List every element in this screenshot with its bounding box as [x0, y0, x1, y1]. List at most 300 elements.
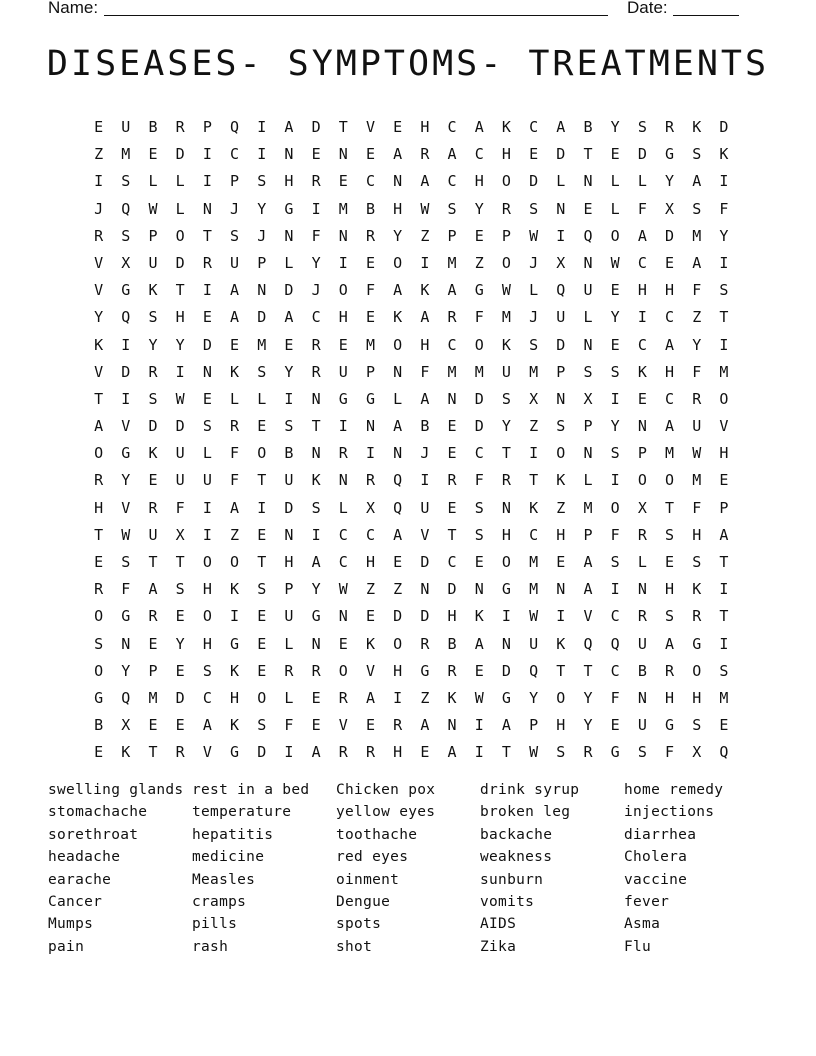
grid-letter[interactable]: R	[311, 362, 321, 381]
grid-letter[interactable]: S	[529, 199, 539, 218]
grid-letter[interactable]: Y	[474, 199, 484, 218]
grid-letter[interactable]: V	[420, 525, 430, 544]
grid-letter[interactable]: O	[393, 335, 403, 354]
grid-letter[interactable]: U	[148, 525, 158, 544]
grid-letter[interactable]: P	[501, 226, 511, 245]
grid-letter[interactable]: I	[338, 417, 348, 436]
grid-letter[interactable]: H	[393, 199, 403, 218]
grid-letter[interactable]: H	[501, 525, 511, 544]
grid-letter[interactable]: V	[94, 281, 104, 300]
grid-letter[interactable]: Y	[610, 118, 620, 136]
grid-letter[interactable]: L	[610, 199, 620, 218]
grid-letter[interactable]: N	[202, 362, 212, 381]
grid-letter[interactable]: S	[692, 199, 702, 218]
grid-letter[interactable]: R	[148, 498, 158, 517]
grid-letter[interactable]: U	[230, 253, 240, 272]
grid-letter[interactable]: A	[447, 281, 457, 300]
grid-letter[interactable]: H	[94, 498, 104, 517]
grid-letter[interactable]: W	[501, 281, 511, 300]
grid-letter[interactable]: E	[365, 607, 375, 626]
grid-letter[interactable]: T	[175, 553, 185, 571]
grid-letter[interactable]: J	[529, 308, 539, 327]
grid-letter[interactable]: P	[583, 525, 593, 544]
grid-letter[interactable]: T	[148, 743, 158, 762]
grid-letter[interactable]: R	[365, 226, 375, 245]
grid-letter[interactable]: I	[338, 253, 348, 272]
grid-letter[interactable]: S	[121, 553, 131, 571]
grid-letter[interactable]: E	[148, 145, 158, 164]
grid-letter[interactable]: F	[610, 688, 620, 707]
grid-letter[interactable]: Y	[719, 226, 729, 245]
grid-letter[interactable]: Y	[284, 362, 294, 381]
grid-letter[interactable]: K	[230, 661, 240, 680]
grid-letter[interactable]: D	[284, 498, 294, 517]
grid-letter[interactable]: X	[121, 716, 131, 735]
grid-letter[interactable]: U	[637, 716, 647, 735]
grid-letter[interactable]: R	[338, 444, 348, 463]
grid-letter[interactable]: S	[637, 743, 647, 762]
grid-letter[interactable]: L	[637, 553, 647, 571]
grid-letter[interactable]: T	[719, 607, 729, 626]
grid-letter[interactable]: P	[148, 661, 158, 680]
grid-letter[interactable]: D	[311, 118, 321, 136]
grid-letter[interactable]: Y	[610, 308, 620, 327]
grid-letter[interactable]: E	[474, 553, 484, 571]
grid-letter[interactable]: S	[556, 743, 566, 762]
grid-letter[interactable]: D	[284, 281, 294, 300]
grid-letter[interactable]: X	[692, 743, 702, 762]
grid-letter[interactable]: A	[637, 226, 647, 245]
grid-letter[interactable]: H	[665, 688, 675, 707]
grid-letter[interactable]: D	[665, 226, 675, 245]
grid-letter[interactable]: O	[692, 661, 702, 680]
grid-letter[interactable]: C	[665, 389, 675, 408]
grid-letter[interactable]: R	[94, 580, 104, 599]
grid-letter[interactable]: D	[474, 389, 484, 408]
grid-letter[interactable]: R	[365, 471, 375, 490]
grid-letter[interactable]: I	[121, 335, 131, 354]
grid-letter[interactable]: D	[257, 308, 267, 327]
grid-letter[interactable]: S	[583, 362, 593, 381]
grid-letter[interactable]: I	[311, 199, 321, 218]
grid-letter[interactable]: A	[420, 172, 430, 191]
grid-letter[interactable]: A	[474, 634, 484, 653]
grid-letter[interactable]: M	[529, 580, 539, 599]
grid-letter[interactable]: I	[474, 716, 484, 735]
grid-letter[interactable]: H	[420, 335, 430, 354]
grid-letter[interactable]: I	[610, 471, 620, 490]
grid-letter[interactable]: N	[583, 335, 593, 354]
grid-letter[interactable]: M	[719, 362, 729, 381]
grid-letter[interactable]: F	[610, 525, 620, 544]
grid-letter[interactable]: H	[665, 281, 675, 300]
grid-letter[interactable]: Q	[393, 498, 403, 517]
grid-letter[interactable]: H	[393, 661, 403, 680]
grid-letter[interactable]: E	[474, 661, 484, 680]
grid-letter[interactable]: S	[121, 226, 131, 245]
grid-letter[interactable]: J	[529, 253, 539, 272]
grid-letter[interactable]: R	[230, 417, 240, 436]
grid-letter[interactable]: K	[719, 145, 729, 164]
grid-letter[interactable]: D	[257, 743, 267, 762]
grid-letter[interactable]: B	[284, 444, 294, 463]
grid-letter[interactable]: R	[501, 199, 511, 218]
grid-letter[interactable]: F	[692, 281, 702, 300]
grid-letter[interactable]: E	[311, 716, 321, 735]
grid-letter[interactable]: L	[583, 308, 593, 327]
grid-letter[interactable]: V	[202, 743, 212, 762]
grid-letter[interactable]: D	[420, 553, 430, 571]
grid-letter[interactable]: A	[202, 716, 212, 735]
grid-letter[interactable]: S	[474, 525, 484, 544]
grid-letter[interactable]: N	[365, 417, 375, 436]
grid-letter[interactable]: H	[420, 118, 430, 136]
grid-letter[interactable]: A	[94, 417, 104, 436]
grid-letter[interactable]: L	[393, 389, 403, 408]
grid-letter[interactable]: D	[420, 607, 430, 626]
grid-letter[interactable]: S	[121, 172, 131, 191]
grid-letter[interactable]: K	[230, 580, 240, 599]
grid-letter[interactable]: T	[447, 525, 457, 544]
grid-letter[interactable]: C	[311, 308, 321, 327]
grid-letter[interactable]: K	[529, 498, 539, 517]
grid-letter[interactable]: C	[202, 688, 212, 707]
grid-letter[interactable]: S	[665, 525, 675, 544]
grid-letter[interactable]: E	[338, 172, 348, 191]
grid-letter[interactable]: D	[501, 661, 511, 680]
grid-letter[interactable]: E	[393, 118, 403, 136]
grid-letter[interactable]: O	[719, 389, 729, 408]
grid-letter[interactable]: O	[393, 634, 403, 653]
grid-letter[interactable]: Q	[230, 118, 240, 136]
grid-letter[interactable]: F	[365, 281, 375, 300]
grid-letter[interactable]: I	[257, 118, 267, 136]
grid-letter[interactable]: A	[665, 634, 675, 653]
grid-letter[interactable]: N	[393, 362, 403, 381]
grid-letter[interactable]: Y	[311, 253, 321, 272]
grid-letter[interactable]: E	[284, 335, 294, 354]
grid-letter[interactable]: W	[338, 580, 348, 599]
grid-letter[interactable]: O	[610, 498, 620, 517]
grid-letter[interactable]: G	[94, 688, 104, 707]
grid-letter[interactable]: E	[420, 743, 430, 762]
grid-letter[interactable]: W	[420, 199, 430, 218]
grid-letter[interactable]: T	[94, 525, 104, 544]
grid-letter[interactable]: H	[692, 525, 702, 544]
grid-letter[interactable]: A	[393, 281, 403, 300]
grid-letter[interactable]: P	[148, 226, 158, 245]
grid-letter[interactable]: E	[610, 716, 620, 735]
grid-letter[interactable]: M	[529, 553, 539, 571]
grid-letter[interactable]: I	[610, 389, 620, 408]
grid-letter[interactable]: F	[474, 308, 484, 327]
grid-letter[interactable]: Z	[556, 498, 566, 517]
grid-letter[interactable]: E	[175, 661, 185, 680]
grid-letter[interactable]: R	[665, 661, 675, 680]
grid-letter[interactable]: F	[284, 716, 294, 735]
grid-letter[interactable]: D	[202, 335, 212, 354]
grid-letter[interactable]: O	[94, 661, 104, 680]
grid-letter[interactable]: O	[610, 226, 620, 245]
grid-letter[interactable]: E	[365, 253, 375, 272]
grid-letter[interactable]: E	[202, 308, 212, 327]
grid-letter[interactable]: O	[556, 444, 566, 463]
grid-letter[interactable]: W	[175, 389, 185, 408]
grid-letter[interactable]: B	[365, 199, 375, 218]
grid-letter[interactable]: E	[94, 118, 104, 136]
grid-letter[interactable]: J	[230, 199, 240, 218]
grid-letter[interactable]: N	[284, 525, 294, 544]
grid-letter[interactable]: U	[556, 308, 566, 327]
grid-letter[interactable]: R	[637, 607, 647, 626]
grid-letter[interactable]: S	[284, 417, 294, 436]
grid-letter[interactable]: E	[257, 525, 267, 544]
grid-letter[interactable]: A	[393, 145, 403, 164]
grid-letter[interactable]: C	[447, 118, 457, 136]
grid-letter[interactable]: W	[148, 199, 158, 218]
grid-letter[interactable]: R	[311, 335, 321, 354]
grid-letter[interactable]: P	[447, 226, 457, 245]
grid-letter[interactable]: L	[637, 172, 647, 191]
grid-letter[interactable]: F	[121, 580, 131, 599]
grid-letter[interactable]: C	[610, 607, 620, 626]
grid-letter[interactable]: D	[474, 417, 484, 436]
grid-letter[interactable]: U	[583, 281, 593, 300]
grid-letter[interactable]: F	[719, 199, 729, 218]
grid-letter[interactable]: E	[447, 498, 457, 517]
grid-letter[interactable]: D	[556, 335, 566, 354]
grid-letter[interactable]: O	[338, 661, 348, 680]
grid-letter[interactable]: M	[447, 362, 457, 381]
grid-letter[interactable]: H	[284, 172, 294, 191]
grid-letter[interactable]: E	[94, 553, 104, 571]
grid-letter[interactable]: M	[692, 471, 702, 490]
grid-letter[interactable]: T	[719, 308, 729, 327]
grid-letter[interactable]: V	[365, 118, 375, 136]
grid-letter[interactable]: H	[230, 688, 240, 707]
grid-letter[interactable]: Y	[148, 335, 158, 354]
grid-letter[interactable]: N	[637, 417, 647, 436]
grid-letter[interactable]: E	[365, 145, 375, 164]
grid-letter[interactable]: A	[230, 308, 240, 327]
grid-letter[interactable]: F	[665, 743, 675, 762]
grid-letter[interactable]: W	[529, 607, 539, 626]
grid-letter[interactable]: V	[94, 362, 104, 381]
grid-letter[interactable]: W	[610, 253, 620, 272]
name-blank-line[interactable]	[104, 15, 608, 16]
grid-letter[interactable]: T	[719, 553, 729, 571]
grid-letter[interactable]: I	[556, 226, 566, 245]
grid-letter[interactable]: N	[311, 444, 321, 463]
grid-letter[interactable]: E	[637, 389, 647, 408]
grid-letter[interactable]: W	[121, 525, 131, 544]
grid-letter[interactable]: E	[175, 607, 185, 626]
grid-letter[interactable]: T	[583, 145, 593, 164]
grid-letter[interactable]: S	[610, 444, 620, 463]
grid-letter[interactable]: H	[556, 525, 566, 544]
grid-letter[interactable]: T	[257, 553, 267, 571]
grid-letter[interactable]: E	[230, 335, 240, 354]
grid-letter[interactable]: O	[230, 553, 240, 571]
grid-letter[interactable]: I	[719, 335, 729, 354]
grid-letter[interactable]: Q	[393, 471, 403, 490]
grid-letter[interactable]: N	[393, 444, 403, 463]
grid-letter[interactable]: C	[474, 444, 484, 463]
grid-letter[interactable]: N	[556, 580, 566, 599]
grid-letter[interactable]: T	[148, 553, 158, 571]
grid-letter[interactable]: C	[474, 145, 484, 164]
grid-letter[interactable]: H	[202, 580, 212, 599]
grid-letter[interactable]: A	[393, 417, 403, 436]
grid-letter[interactable]: E	[610, 145, 620, 164]
grid-letter[interactable]: O	[501, 172, 511, 191]
grid-letter[interactable]: A	[583, 580, 593, 599]
grid-letter[interactable]: X	[556, 253, 566, 272]
grid-letter[interactable]: N	[501, 634, 511, 653]
grid-letter[interactable]: G	[692, 634, 702, 653]
grid-letter[interactable]: S	[556, 417, 566, 436]
grid-letter[interactable]: V	[583, 607, 593, 626]
grid-letter[interactable]: N	[311, 389, 321, 408]
grid-letter[interactable]: T	[175, 281, 185, 300]
grid-letter[interactable]: R	[338, 743, 348, 762]
grid-letter[interactable]: E	[175, 716, 185, 735]
grid-letter[interactable]: U	[420, 498, 430, 517]
grid-letter[interactable]: A	[665, 335, 675, 354]
grid-letter[interactable]: D	[529, 172, 539, 191]
grid-letter[interactable]: Z	[420, 226, 430, 245]
grid-letter[interactable]: C	[338, 553, 348, 571]
grid-letter[interactable]: A	[665, 417, 675, 436]
grid-letter[interactable]: K	[692, 118, 702, 136]
grid-letter[interactable]: Z	[529, 417, 539, 436]
grid-letter[interactable]: Q	[719, 743, 729, 762]
grid-letter[interactable]: C	[610, 661, 620, 680]
grid-letter[interactable]: G	[121, 607, 131, 626]
grid-letter[interactable]: R	[420, 145, 430, 164]
grid-letter[interactable]: H	[637, 281, 647, 300]
grid-letter[interactable]: E	[338, 634, 348, 653]
grid-letter[interactable]: S	[719, 281, 729, 300]
grid-letter[interactable]: K	[692, 580, 702, 599]
grid-letter[interactable]: P	[257, 253, 267, 272]
grid-letter[interactable]: Z	[94, 145, 104, 164]
grid-letter[interactable]: N	[420, 580, 430, 599]
grid-letter[interactable]: Y	[529, 688, 539, 707]
grid-letter[interactable]: L	[284, 688, 294, 707]
grid-letter[interactable]: E	[257, 607, 267, 626]
grid-letter[interactable]: N	[447, 389, 457, 408]
grid-letter[interactable]: A	[447, 743, 457, 762]
grid-letter[interactable]: I	[175, 362, 185, 381]
grid-letter[interactable]: O	[94, 607, 104, 626]
grid-letter[interactable]: I	[202, 498, 212, 517]
grid-letter[interactable]: S	[610, 553, 620, 571]
grid-letter[interactable]: L	[202, 444, 212, 463]
grid-letter[interactable]: O	[257, 444, 267, 463]
date-blank-line[interactable]	[673, 15, 739, 16]
grid-letter[interactable]: K	[94, 335, 104, 354]
grid-letter[interactable]: K	[637, 362, 647, 381]
grid-letter[interactable]: K	[501, 118, 511, 136]
grid-letter[interactable]: A	[420, 308, 430, 327]
grid-letter[interactable]: A	[501, 716, 511, 735]
grid-letter[interactable]: I	[556, 607, 566, 626]
grid-letter[interactable]: E	[610, 281, 620, 300]
grid-letter[interactable]: F	[692, 362, 702, 381]
grid-letter[interactable]: T	[529, 471, 539, 490]
grid-letter[interactable]: R	[365, 743, 375, 762]
grid-letter[interactable]: L	[257, 389, 267, 408]
grid-letter[interactable]: Y	[94, 308, 104, 327]
grid-letter[interactable]: T	[501, 743, 511, 762]
grid-letter[interactable]: L	[284, 253, 294, 272]
grid-letter[interactable]: R	[637, 525, 647, 544]
grid-letter[interactable]: Y	[583, 688, 593, 707]
grid-letter[interactable]: A	[692, 172, 702, 191]
grid-letter[interactable]: O	[393, 253, 403, 272]
grid-letter[interactable]: Y	[692, 335, 702, 354]
grid-letter[interactable]: E	[257, 417, 267, 436]
grid-letter[interactable]: N	[583, 444, 593, 463]
grid-letter[interactable]: M	[257, 335, 267, 354]
grid-letter[interactable]: O	[175, 226, 185, 245]
grid-letter[interactable]: H	[719, 444, 729, 463]
grid-letter[interactable]: M	[474, 362, 484, 381]
grid-letter[interactable]: O	[257, 688, 267, 707]
grid-letter[interactable]: I	[284, 389, 294, 408]
grid-letter[interactable]: A	[311, 743, 321, 762]
grid-letter[interactable]: N	[447, 716, 457, 735]
grid-letter[interactable]: P	[556, 362, 566, 381]
grid-letter[interactable]: G	[338, 389, 348, 408]
grid-letter[interactable]: K	[365, 634, 375, 653]
grid-letter[interactable]: E	[447, 417, 457, 436]
grid-letter[interactable]: E	[338, 335, 348, 354]
grid-letter[interactable]: G	[610, 743, 620, 762]
grid-letter[interactable]: N	[121, 634, 131, 653]
grid-letter[interactable]: C	[365, 172, 375, 191]
grid-letter[interactable]: H	[175, 308, 185, 327]
grid-letter[interactable]: C	[365, 525, 375, 544]
grid-letter[interactable]: A	[583, 553, 593, 571]
grid-letter[interactable]: O	[501, 553, 511, 571]
grid-letter[interactable]: S	[529, 335, 539, 354]
grid-letter[interactable]: U	[284, 471, 294, 490]
grid-letter[interactable]: I	[719, 172, 729, 191]
grid-letter[interactable]: C	[447, 335, 457, 354]
grid-letter[interactable]: L	[556, 172, 566, 191]
grid-letter[interactable]: E	[719, 716, 729, 735]
grid-letter[interactable]: F	[637, 199, 647, 218]
grid-letter[interactable]: V	[365, 661, 375, 680]
grid-letter[interactable]: T	[665, 498, 675, 517]
grid-letter[interactable]: S	[202, 417, 212, 436]
grid-letter[interactable]: T	[583, 661, 593, 680]
grid-letter[interactable]: E	[447, 444, 457, 463]
grid-letter[interactable]: A	[311, 553, 321, 571]
grid-letter[interactable]: D	[175, 688, 185, 707]
grid-letter[interactable]: E	[148, 634, 158, 653]
grid-letter[interactable]: S	[692, 553, 702, 571]
grid-letter[interactable]: R	[94, 471, 104, 490]
grid-letter[interactable]: S	[692, 145, 702, 164]
grid-letter[interactable]: R	[420, 634, 430, 653]
grid-letter[interactable]: X	[665, 199, 675, 218]
grid-letter[interactable]: G	[365, 389, 375, 408]
grid-letter[interactable]: R	[447, 308, 457, 327]
grid-letter[interactable]: H	[665, 362, 675, 381]
